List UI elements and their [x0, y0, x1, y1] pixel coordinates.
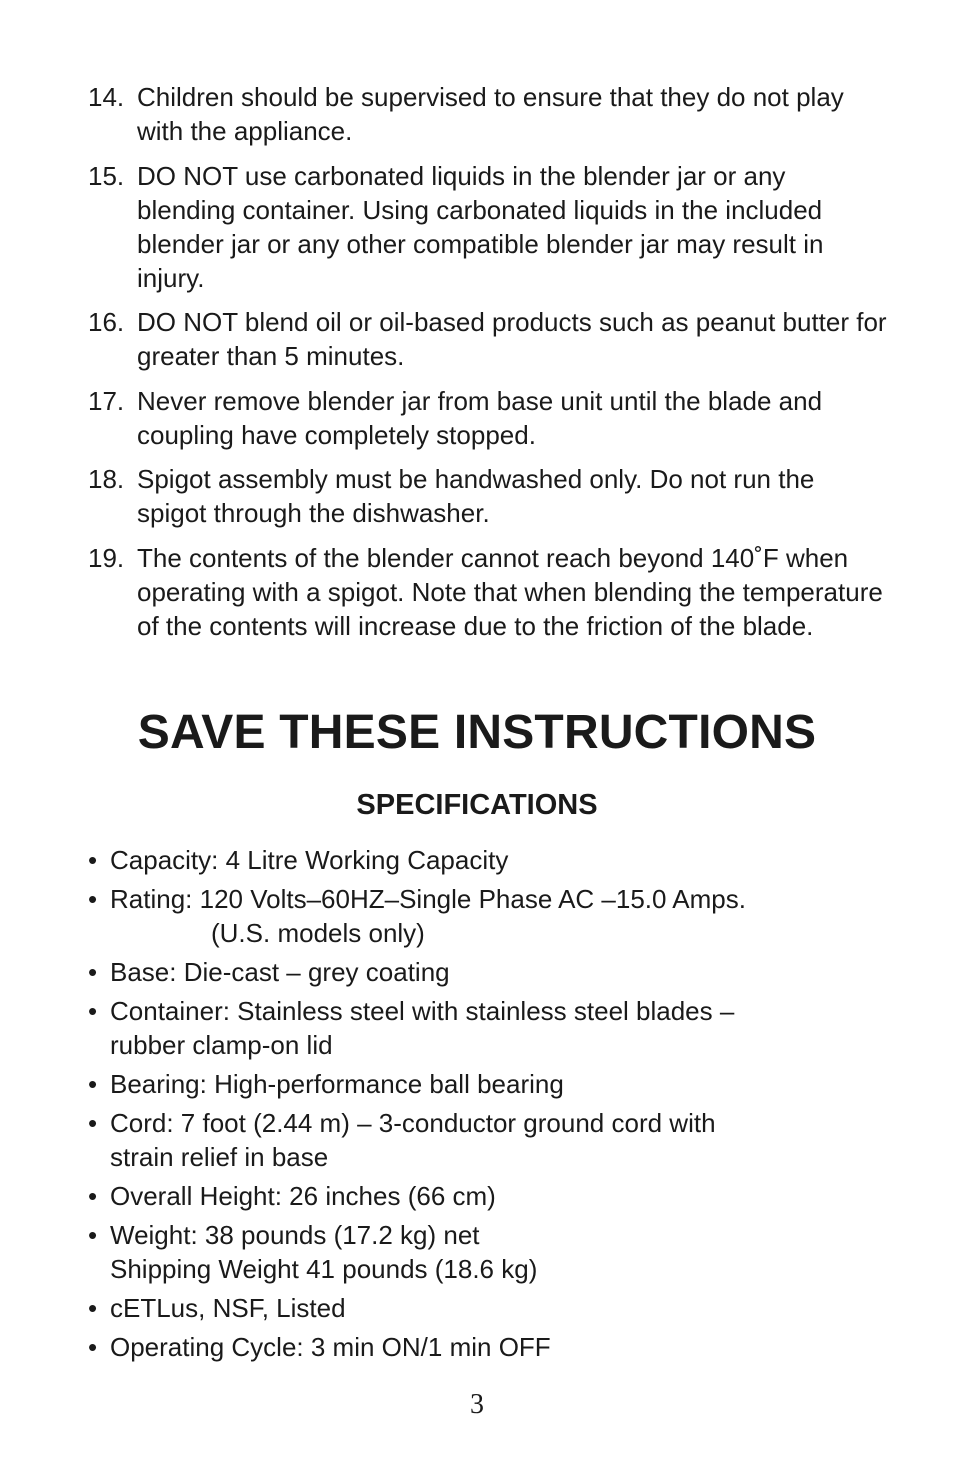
safety-instructions-list: [88, 80, 888, 653]
save-instructions-heading: SAVE THESE INSTRUCTIONS: [137, 706, 817, 759]
spec-text: Overall Height: 26 inches (66 cm): [110, 1181, 496, 1211]
spec-item: [88, 1330, 888, 1364]
spec-text: Weight: 38 pounds (17.2 kg) net: [110, 1220, 480, 1250]
spec-text-continued: strain relief in base: [110, 1142, 329, 1172]
spec-text: Capacity: 4 Litre Working Capacity: [110, 845, 509, 875]
instruction-number: 16.: [88, 307, 125, 337]
instruction-text: DO NOT use carbonated liquids in the blender jar or any blending container. Using carbonated liquids in the included blender jar or any other compatible blender jar may result in injury.: [137, 160, 824, 293]
instruction-number: 14.: [88, 82, 125, 112]
instruction-item: [88, 462, 888, 530]
bullet-icon: •: [88, 1220, 98, 1250]
bullet-icon: •: [88, 884, 98, 914]
spec-text: Cord: 7 foot (2.44 m) – 3-conductor ground cord with: [110, 1108, 716, 1138]
spec-item: [88, 1179, 888, 1213]
instruction-number: 17.: [88, 385, 125, 416]
bullet-icon: •: [88, 1293, 98, 1323]
spec-item: [88, 1106, 888, 1174]
page-number: 3: [470, 1389, 484, 1420]
spec-text: Container: Stainless steel with stainless steel blades –: [110, 996, 735, 1026]
bullet-icon: •: [88, 996, 98, 1026]
spec-item: [88, 994, 888, 1062]
spec-text-continued: (U.S. models only): [211, 918, 425, 948]
instruction-item: [88, 159, 888, 295]
instruction-item: [88, 384, 888, 452]
spec-text: Bearing: High-performance ball bearing: [110, 1069, 564, 1099]
instruction-number: 19.: [88, 542, 125, 573]
bullet-icon: •: [88, 957, 98, 987]
instruction-text: Spigot assembly must be handwashed only. Do not run the spigot through the dishwasher.: [137, 464, 815, 528]
spec-text: Rating: 120 Volts–60HZ–Single Phase AC –15.0 Amps.: [110, 884, 746, 914]
specifications-list: [88, 843, 888, 1369]
spec-item: [88, 882, 888, 950]
spec-text: cETLus, NSF, Listed: [110, 1293, 346, 1323]
instruction-number: 18.: [88, 464, 125, 494]
spec-text: Base: Die-cast – grey coating: [110, 957, 450, 987]
instruction-item: [88, 541, 888, 643]
bullet-icon: •: [88, 845, 98, 875]
instruction-item: [88, 80, 888, 148]
instruction-text: DO NOT blend oil or oil-based products such as peanut butter for greater than 5 minutes.: [137, 307, 887, 371]
spec-item: [88, 843, 888, 877]
instruction-text: Never remove blender jar from base unit until the blade and coupling have completely stopped.: [137, 385, 823, 450]
bullet-icon: •: [88, 1332, 98, 1362]
spec-item: [88, 1067, 888, 1101]
spec-item: [88, 1291, 888, 1325]
spec-text: Operating Cycle: 3 min ON/1 min OFF: [110, 1332, 551, 1362]
bullet-icon: •: [88, 1108, 98, 1138]
instruction-text: The contents of the blender cannot reach beyond 140˚F when operating with a spigot. Note that when blending the temperature of the contents will increase due to the friction of the blade.: [137, 542, 883, 641]
bullet-icon: •: [88, 1069, 98, 1099]
instruction-item: [88, 305, 888, 373]
spec-text-continued: rubber clamp-on lid: [110, 1030, 333, 1060]
spec-text-continued: Shipping Weight 41 pounds (18.6 kg): [110, 1254, 538, 1284]
spec-item: [88, 1218, 888, 1286]
instruction-number: 15.: [88, 160, 125, 191]
bullet-icon: •: [88, 1181, 98, 1211]
specifications-heading: SPECIFICATIONS: [356, 789, 598, 821]
instruction-text: Children should be supervised to ensure that they do not play with the appliance.: [137, 82, 844, 146]
spec-item: [88, 955, 888, 989]
